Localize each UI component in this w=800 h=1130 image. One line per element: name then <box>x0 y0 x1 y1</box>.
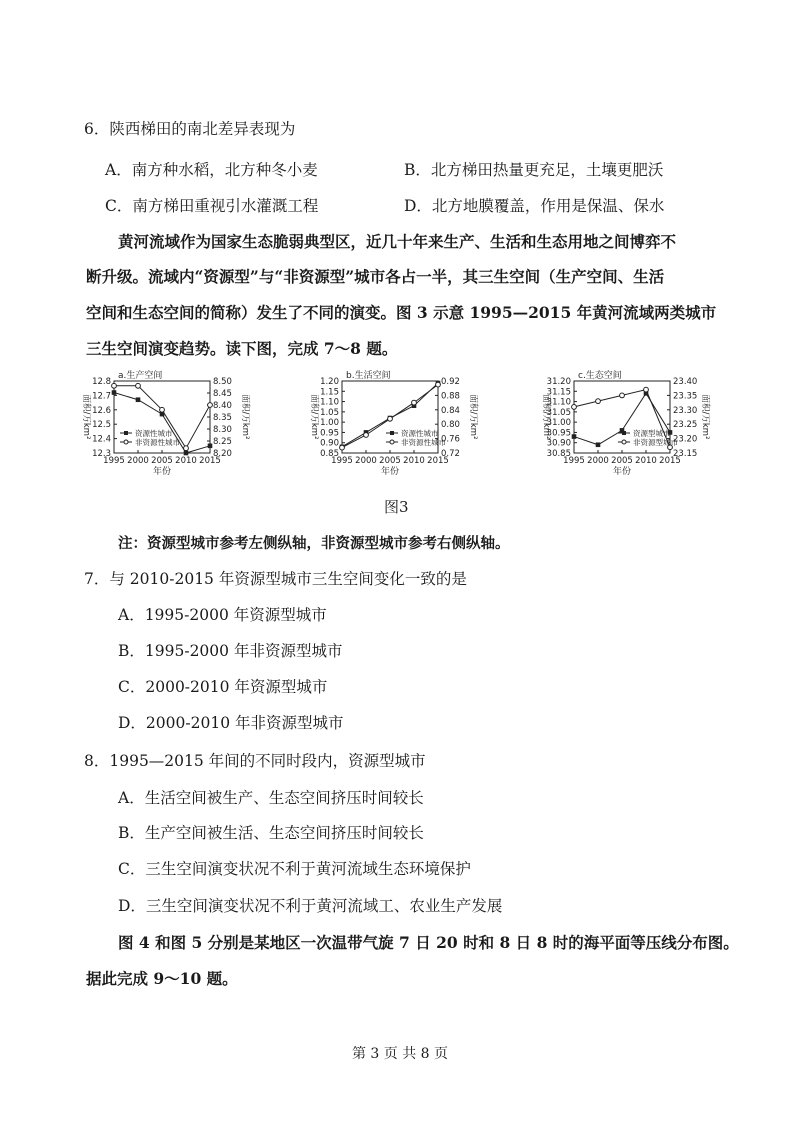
passage-line-2: 断升级。流域内“资源型”与“非资源型”城市各占一半，其三生空间（生产空间、生活 <box>86 267 665 286</box>
data-point-resource <box>572 434 577 439</box>
y-tick-label-left: 31.15 <box>546 387 571 398</box>
y-axis-label-left: 面积/万km² <box>309 394 319 440</box>
q7-option-a: A．1995-2000 年资源型城市 <box>118 606 327 624</box>
x-tick-label: 2010 <box>175 456 197 466</box>
y-tick-label-right: 0.80 <box>441 420 460 431</box>
data-point-non-resource <box>184 446 189 451</box>
x-axis-label: 年份 <box>612 467 632 477</box>
q8-option-a: A．生活空间被生产、生态空间挤压时间较长 <box>118 789 424 807</box>
q7-option-b: B．1995-2000 年非资源型城市 <box>118 642 343 660</box>
y-tick-label-left: 12.5 <box>92 420 111 431</box>
x-tick-label: 2015 <box>427 456 449 466</box>
q8-stem: 8．1995—2015 年间的不同时段内，资源型城市 <box>84 752 426 770</box>
q7-option-c: C．2000-2010 年资源型城市 <box>118 678 328 696</box>
y-tick-label-right: 0.92 <box>441 377 460 387</box>
y-tick-label-right: 8.45 <box>213 389 232 399</box>
data-point-non-resource <box>412 400 417 405</box>
y-tick-label-right: 8.25 <box>213 437 232 447</box>
x-tick-label: 2015 <box>199 456 221 466</box>
y-tick-label-left: 30.85 <box>546 449 571 459</box>
y-tick-label-left: 30.95 <box>546 428 571 439</box>
x-tick-label: 2000 <box>127 456 149 466</box>
x-tick-label: 2000 <box>587 456 609 466</box>
y-tick-label-left: 1.15 <box>320 387 339 398</box>
data-point-resource <box>208 444 213 449</box>
y-tick-label-left: 31.05 <box>546 407 571 418</box>
y-tick-label-left: 12.3 <box>92 449 111 459</box>
data-point-non-resource <box>364 433 369 438</box>
x-tick-label: 2005 <box>151 456 173 466</box>
passage-line-3: 空间和生态空间的简称）发生了不同的演变。图 3 示意 1995—2015 年黄河流域两类城市 <box>86 303 717 322</box>
x-tick-label: 1995 <box>563 456 585 466</box>
y-tick-label-right: 23.20 <box>673 434 698 445</box>
q6-option-c: C．南方梯田重视引水灌溉工程 <box>105 197 319 215</box>
y-tick-label-right: 0.88 <box>441 391 460 402</box>
data-point-non-resource <box>620 393 625 398</box>
legend-marker-resource <box>622 431 626 435</box>
y-tick-label-right: 8.20 <box>213 449 232 459</box>
y-tick-label-right: 8.40 <box>213 401 232 411</box>
y-tick-label-left: 0.95 <box>320 428 339 439</box>
figure-caption: 图3 <box>384 498 409 516</box>
y-tick-label-left: 31.10 <box>546 397 571 408</box>
y-tick-label-right: 23.40 <box>673 377 698 387</box>
y-tick-label-left: 31.00 <box>546 418 571 429</box>
x-tick-label: 2005 <box>611 456 633 466</box>
x-tick-label: 2000 <box>355 456 377 466</box>
y-tick-label-right: 8.35 <box>213 413 232 423</box>
passage2-line-1: 图 4 和图 5 分别是某地区一次温带气旋 7 日 20 时和 8 日 8 时的海平面等压线分布图。 <box>118 933 739 952</box>
data-point-non-resource <box>340 445 345 450</box>
y-tick-label-left: 1.05 <box>320 407 339 418</box>
legend-label: 资源性城市 <box>401 429 439 438</box>
data-point-non-resource <box>112 383 117 388</box>
legend-marker-resource <box>390 431 394 435</box>
y-tick-label-left: 12.7 <box>92 391 111 402</box>
y-tick-label-left: 0.85 <box>320 449 339 459</box>
y-tick-label-left: 1.00 <box>320 418 339 429</box>
q8-option-d: D．三生空间演变状况不利于黄河流域工、农业生产发展 <box>118 897 503 915</box>
q8-option-b: B．生产空间被生活、生态空间挤压时间较长 <box>118 824 424 842</box>
passage-line-1: 黄河流域作为国家生态脆弱典型区，近几十年来生产、生活和生态用地之间博弈不 <box>118 232 677 251</box>
x-tick-label: 2015 <box>659 456 681 466</box>
data-point-non-resource <box>436 382 441 387</box>
data-point-non-resource <box>572 405 577 410</box>
x-axis-label: 年份 <box>152 467 172 477</box>
y-axis-label-left: 面积/万km² <box>541 394 551 440</box>
y-tick-label-left: 12.6 <box>92 405 111 416</box>
legend-marker-non-resource <box>622 440 626 444</box>
q6-option-b: B．北方梯田热量更充足，土壤更肥沃 <box>404 161 664 179</box>
passage-line-4: 三生空间演变趋势。读下图，完成 7～8 题。 <box>86 339 398 358</box>
data-point-non-resource <box>136 383 141 388</box>
x-tick-label: 1995 <box>103 456 125 466</box>
q6-option-d: D．北方地膜覆盖，作用是保温、保水 <box>404 197 665 215</box>
chart-title: c.生态空间 <box>578 371 622 381</box>
chart-title: a.生产空间 <box>118 371 163 381</box>
chart-ecology <box>534 367 724 493</box>
y-tick-label-left: 1.20 <box>320 377 339 387</box>
y-axis-label-left: 面积/万km² <box>81 394 91 440</box>
x-tick-label: 2010 <box>403 456 425 466</box>
legend-marker-non-resource <box>390 440 394 444</box>
chart-living <box>306 367 486 493</box>
y-tick-label-right: 8.30 <box>213 425 232 435</box>
legend-label: 非资源型城市 <box>633 438 678 447</box>
y-tick-label-left: 30.90 <box>546 438 571 449</box>
figure-note: 注：资源型城市参考左侧纵轴，非资源型城市参考右侧纵轴。 <box>118 535 510 552</box>
x-tick-label: 2010 <box>635 456 657 466</box>
data-point-non-resource <box>644 387 649 392</box>
chart-living-svg <box>306 367 486 489</box>
y-tick-label-right: 23.25 <box>673 420 698 431</box>
x-tick-label: 1995 <box>331 456 353 466</box>
y-tick-label-left: 12.8 <box>92 377 111 387</box>
chart-production-svg <box>78 367 258 489</box>
y-tick-label-left: 31.20 <box>546 377 571 387</box>
q7-stem: 7．与 2010-2015 年资源型城市三生空间变化一致的是 <box>84 570 467 588</box>
x-tick-label: 2005 <box>379 456 401 466</box>
legend-label: 资源性城市 <box>135 429 173 438</box>
chart-production <box>78 367 258 493</box>
data-point-resource <box>596 442 601 447</box>
y-tick-label-right: 23.30 <box>673 405 698 416</box>
q7-option-d: D．2000-2010 年非资源型城市 <box>118 714 344 732</box>
legend-label: 资源型城市 <box>633 429 671 438</box>
legend-marker-resource <box>124 431 128 435</box>
data-point-non-resource <box>208 403 213 408</box>
y-tick-label-right: 0.72 <box>441 449 460 459</box>
y-tick-label-left: 12.4 <box>92 434 111 445</box>
y-tick-label-right: 0.76 <box>441 434 460 445</box>
legend-label: 非资源性城市 <box>401 438 446 447</box>
data-point-non-resource <box>596 399 601 404</box>
legend-label: 非资源性城市 <box>135 438 180 447</box>
chart-title: b.生活空间 <box>346 371 391 381</box>
data-point-resource <box>184 451 189 456</box>
data-point-resource <box>112 390 117 395</box>
data-point-non-resource <box>388 416 393 421</box>
y-axis-label-right: 面积/万km² <box>468 394 478 440</box>
y-axis-label-right: 面积/万km² <box>700 394 710 440</box>
y-axis-label-right: 面积/万km² <box>240 394 250 440</box>
y-tick-label-left: 0.90 <box>320 438 339 449</box>
x-axis-label: 年份 <box>380 467 400 477</box>
chart-ecology-svg <box>534 367 724 489</box>
legend-marker-non-resource <box>124 440 128 444</box>
y-tick-label-right: 23.15 <box>673 449 698 459</box>
q6-stem: 6．陕西梯田的南北差异表现为 <box>84 120 296 138</box>
page-footer: 第 3 页 共 8 页 <box>351 1046 449 1062</box>
y-tick-label-right: 0.84 <box>441 405 460 416</box>
q6-option-a: A．南方种水稻，北方种冬小麦 <box>105 161 318 179</box>
q8-option-c: C．三生空间演变状况不利于黄河流域生态环境保护 <box>118 860 471 878</box>
y-tick-label-right: 8.50 <box>213 377 232 387</box>
y-tick-label-right: 23.35 <box>673 391 698 402</box>
data-point-non-resource <box>160 407 165 412</box>
passage2-line-2: 据此完成 9～10 题。 <box>86 969 238 988</box>
data-point-resource <box>136 397 141 402</box>
y-tick-label-left: 1.10 <box>320 397 339 408</box>
